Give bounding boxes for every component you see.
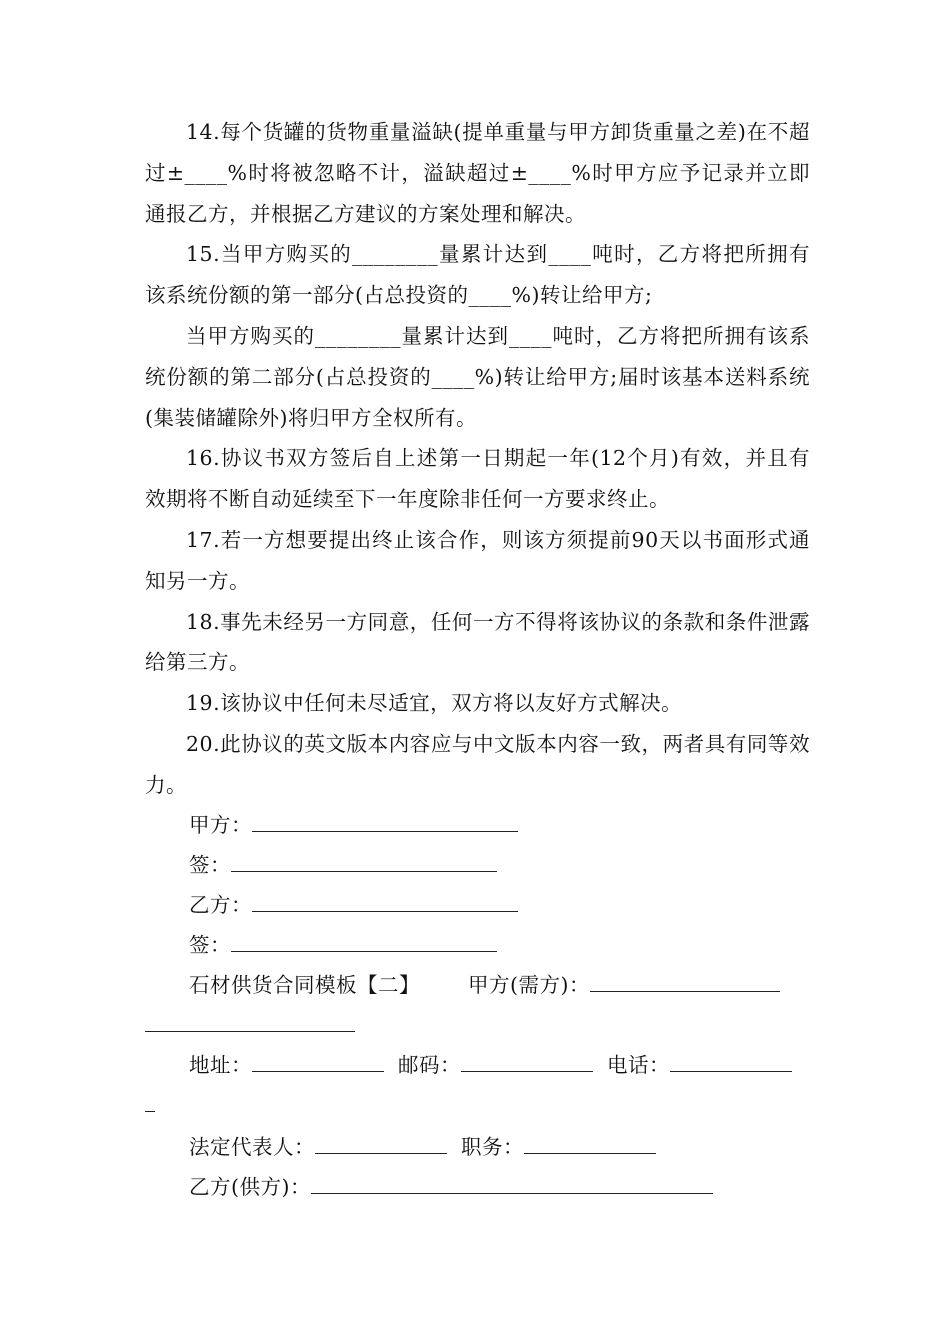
clause-20: 20.此协议的英文版本内容应与中文版本内容一致，两者具有同等效力。 [145,731,810,797]
party-a-blank[interactable] [252,805,518,832]
legal-rep-blank[interactable] [315,1127,447,1154]
sign-a-blank[interactable] [231,845,497,872]
sign-a-row [189,845,497,885]
postcode-label: 邮码： [398,1053,461,1077]
sign-b-blank[interactable] [231,925,497,952]
party-b-blank[interactable] [252,885,518,912]
phone-blank-continued[interactable] [145,1085,155,1112]
sign-a-label: 签： [189,853,231,877]
clause-14: 14.每个货罐的货物重量溢缺(提单重量与甲方卸货重量之差)在不超过±____%时将被忽略不计，溢缺超过±____%时甲方应予记录并立即通报乙方，并根据乙方建议的方案处理和解决。 [145,120,810,226]
phone-label: 电话： [607,1053,670,1077]
clause-15-part-1: 15.当甲方购买的________量累计达到____吨时，乙方将把所拥有该系统份额的第一部分(占总投资的____%)转让给甲方; [145,242,810,308]
clause-18: 18.事先未经另一方同意，任何一方不得将该协议的条款和条件泄露给第三方。 [145,609,810,675]
contract-clauses [145,112,810,806]
buyer-label: 甲方(需方)： [468,973,590,997]
legal-rep-label: 法定代表人： [189,1135,315,1159]
position-label: 职务： [461,1135,524,1159]
address-blank[interactable] [252,1045,384,1072]
sign-b-row [189,925,497,965]
clause-17: 17.若一方想要提出终止该合作，则该方须提前90天以书面形式通知另一方。 [145,527,810,593]
postcode-blank[interactable] [461,1045,593,1072]
buyer-blank-continued[interactable] [145,1005,355,1032]
address-label: 地址： [189,1053,252,1077]
sign-b-label: 签： [189,933,231,957]
template2-title: 石材供货合同模板【二】 [189,973,420,997]
seller-label: 乙方(供方)： [189,1175,311,1199]
party-b-label: 乙方： [189,893,252,917]
party-a-row [189,805,518,845]
legal-rep-row [189,1127,656,1167]
contact-row [189,1045,792,1085]
clause-16: 16.协议书双方签后自上述第一日期起一年(12个月)有效，并且有效期将不断自动延续至下一年度除非任何一方要求终止。 [145,446,810,512]
phone-blank[interactable] [670,1045,792,1072]
template2-title-row [189,965,780,1005]
buyer-blank[interactable] [590,965,780,992]
seller-row [189,1167,713,1207]
buyer-blank-continued-row [145,1005,355,1045]
seller-blank[interactable] [311,1167,713,1194]
position-blank[interactable] [524,1127,656,1154]
clause-15-part-2: 当甲方购买的________量累计达到____吨时，乙方将把所拥有该系统份额的第二部分(占总投资的____%)转让给甲方;届时该基本送料系统(集装储罐除外)将归甲方全权所有。 [145,323,810,430]
party-a-label: 甲方： [189,813,252,837]
phone-blank-continued-row [145,1085,155,1125]
party-b-row [189,885,518,925]
clause-19: 19.该协议中任何未尽适宜，双方将以友好方式解决。 [186,691,683,716]
